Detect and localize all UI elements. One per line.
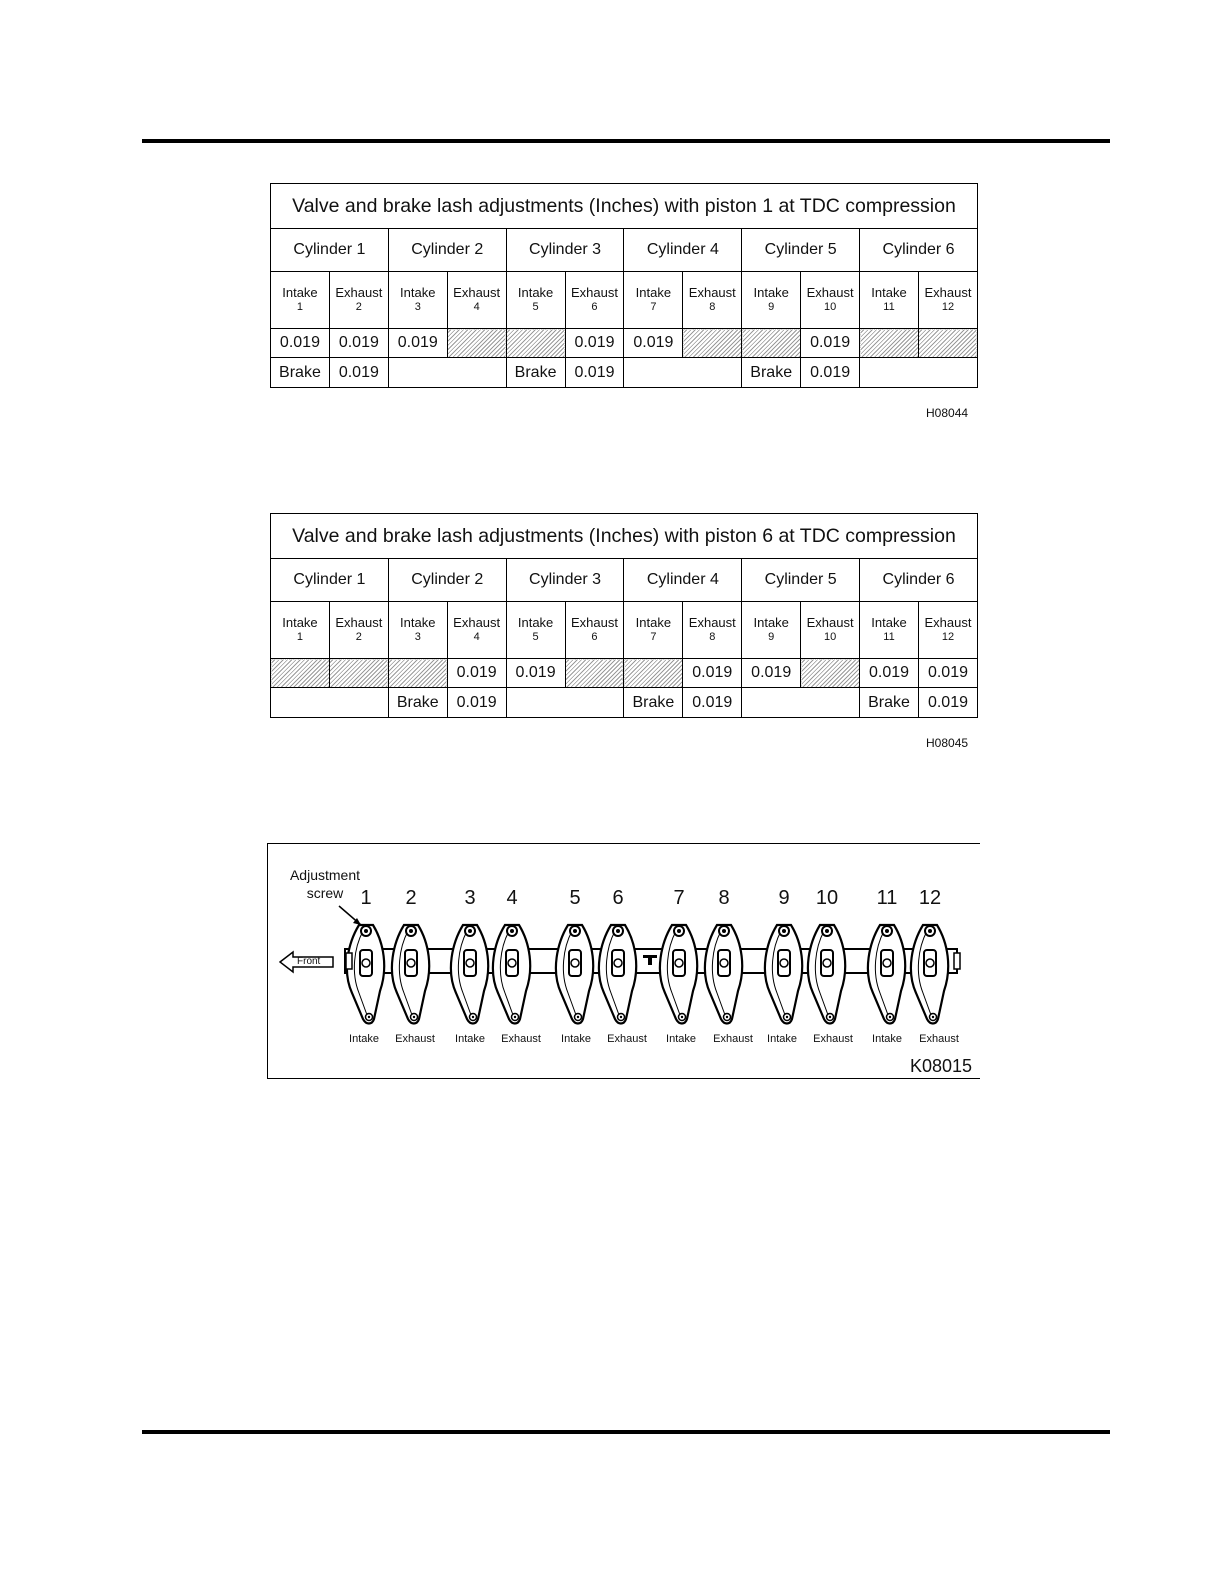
cylinder-header: Cylinder 6 (860, 229, 978, 272)
valve-header: Intake 11 (860, 272, 919, 329)
valve-row (271, 602, 978, 659)
lash-value-cell: 0.019 (742, 659, 801, 688)
valve-header: Intake 3 (388, 602, 447, 659)
valve-type-label: Exhaust (607, 1033, 647, 1045)
figure-id: H08044 (926, 406, 969, 420)
lash-table-piston-6 (270, 513, 978, 718)
valve-header: Exhaust 6 (565, 602, 624, 659)
table-title: Valve and brake lash adjustments (Inches) with piston 1 at TDC compression (271, 184, 978, 229)
valve-number: 5 (569, 887, 581, 909)
valve-header: Intake 3 (388, 272, 447, 329)
valve-number: 11 (876, 887, 898, 909)
valve-type-label: Exhaust (813, 1033, 853, 1045)
brake-row (271, 688, 978, 718)
lash-value-cell: 0.019 (860, 659, 919, 688)
cylinder-header: Cylinder 5 (742, 229, 860, 272)
valve-number: 4 (506, 887, 518, 909)
hatched-cell (683, 329, 742, 358)
valve-type-label: Exhaust (713, 1033, 753, 1045)
valve-type-label: Exhaust (919, 1033, 959, 1045)
valve-header: Exhaust 10 (801, 272, 860, 329)
valve-type-label: Intake (767, 1033, 797, 1045)
rocker-arm (556, 925, 593, 1024)
cylinder-header: Cylinder 6 (860, 559, 978, 602)
valve-type-label: Exhaust (501, 1033, 541, 1045)
table-title: Valve and brake lash adjustments (Inches) with piston 6 at TDC compression (271, 514, 978, 559)
shaft-end-cap (954, 953, 960, 969)
cylinder-header: Cylinder 2 (388, 559, 506, 602)
valve-header: Intake 5 (506, 602, 565, 659)
lash-value-cell: 0.019 (624, 329, 683, 358)
valve-header: Exhaust 8 (683, 272, 742, 329)
rocker-arm (868, 925, 905, 1024)
rocker-arm (911, 925, 948, 1024)
cylinder-header: Cylinder 4 (624, 229, 742, 272)
cylinder-header: Cylinder 1 (271, 559, 389, 602)
bottom-rule (142, 1430, 1110, 1434)
hatched-cell (447, 329, 506, 358)
hatched-cell (801, 659, 860, 688)
valve-number: 9 (778, 887, 790, 909)
valve-header: Exhaust 4 (447, 272, 506, 329)
valve-number: 2 (405, 887, 417, 909)
brake-value-cell: 0.019 (329, 358, 388, 388)
lash-value-cell: 0.019 (683, 659, 742, 688)
rocker-arm (493, 925, 530, 1024)
cylinder-header: Cylinder 1 (271, 229, 389, 272)
shaft-end-cap (346, 953, 352, 969)
hatched-cell (565, 659, 624, 688)
brake-value-cell: 0.019 (801, 358, 860, 388)
valve-header: Intake 1 (271, 272, 330, 329)
brake-empty-cell (742, 688, 860, 718)
cylinder-header: Cylinder 5 (742, 559, 860, 602)
valve-type-label: Intake (872, 1033, 902, 1045)
lash-table-piston-1 (270, 183, 978, 388)
valve-header: Exhaust 2 (329, 602, 388, 659)
valve-header: Exhaust 12 (918, 602, 977, 659)
lash-value-cell: 0.019 (447, 659, 506, 688)
brake-empty-cell (388, 358, 506, 388)
valve-header: Intake 7 (624, 602, 683, 659)
valve-header: Intake 5 (506, 272, 565, 329)
valve-header: Intake 9 (742, 272, 801, 329)
valve-number: 7 (673, 887, 685, 909)
rocker-arm (392, 925, 429, 1024)
rocker-arm (765, 925, 802, 1024)
hatched-cell (329, 659, 388, 688)
valve-number: 3 (464, 887, 476, 909)
valve-type-label: Intake (561, 1033, 591, 1045)
figure-id: K08015 (910, 1056, 973, 1076)
cylinder-header: Cylinder 2 (388, 229, 506, 272)
brake-value-cell: 0.019 (565, 358, 624, 388)
valve-header: Exhaust 12 (918, 272, 977, 329)
brake-label-cell: Brake (506, 358, 565, 388)
lash-value-cell: 0.019 (918, 659, 977, 688)
valve-header: Intake 9 (742, 602, 801, 659)
valve-number: 6 (612, 887, 624, 909)
front-label: Front (297, 956, 321, 967)
valve-header: Exhaust 2 (329, 272, 388, 329)
brake-empty-cell (271, 688, 389, 718)
rocker-arm (347, 925, 384, 1024)
lash-value-cell: 0.019 (801, 329, 860, 358)
valve-type-label: Exhaust (395, 1033, 435, 1045)
lash-value-row (271, 329, 978, 358)
rocker-arm-figure (267, 843, 980, 1079)
valve-header: Intake 1 (271, 602, 330, 659)
rocker-arm (808, 925, 845, 1024)
valve-number: 10 (815, 887, 839, 909)
lash-value-cell: 0.019 (388, 329, 447, 358)
hatched-cell (918, 329, 977, 358)
rocker-arm (599, 925, 636, 1024)
adjustment-screw-callout: Adjustment screw (289, 867, 361, 901)
brake-label-cell: Brake (742, 358, 801, 388)
valve-type-label: Intake (455, 1033, 485, 1045)
hatched-cell (271, 659, 330, 688)
cylinder-header: Cylinder 3 (506, 229, 624, 272)
hatched-cell (742, 329, 801, 358)
brake-empty-cell (860, 358, 978, 388)
valve-type-label: Intake (349, 1033, 379, 1045)
lash-value-cell: 0.019 (329, 329, 388, 358)
figure-id: H08045 (926, 736, 969, 750)
brake-value-cell: 0.019 (918, 688, 977, 718)
valve-header: Exhaust 6 (565, 272, 624, 329)
valve-row (271, 272, 978, 329)
valve-header: Exhaust 4 (447, 602, 506, 659)
cylinder-row (271, 229, 978, 272)
valve-number: 12 (918, 887, 942, 909)
rocker-arm (705, 925, 742, 1024)
cylinder-header: Cylinder 4 (624, 559, 742, 602)
brake-value-cell: 0.019 (447, 688, 506, 718)
lash-value-cell: 0.019 (506, 659, 565, 688)
valve-number: 1 (360, 887, 372, 909)
lash-value-cell: 0.019 (565, 329, 624, 358)
hatched-cell (506, 329, 565, 358)
hatched-cell (388, 659, 447, 688)
brake-empty-cell (624, 358, 742, 388)
rocker-arm (660, 925, 697, 1024)
valve-header: Intake 7 (624, 272, 683, 329)
hatched-cell (860, 329, 919, 358)
hatched-cell (624, 659, 683, 688)
valve-header: Intake 11 (860, 602, 919, 659)
rocker-arm (451, 925, 488, 1024)
top-rule (142, 139, 1110, 143)
valve-number: 8 (718, 887, 730, 909)
lash-value-row (271, 659, 978, 688)
brake-value-cell: 0.019 (683, 688, 742, 718)
brake-label-cell: Brake (271, 358, 330, 388)
valve-header: Exhaust 10 (801, 602, 860, 659)
brake-label-cell: Brake (860, 688, 919, 718)
cylinder-row (271, 559, 978, 602)
valve-header: Exhaust 8 (683, 602, 742, 659)
lash-value-cell: 0.019 (271, 329, 330, 358)
brake-row (271, 358, 978, 388)
cylinder-header: Cylinder 3 (506, 559, 624, 602)
brake-label-cell: Brake (388, 688, 447, 718)
valve-type-label: Intake (666, 1033, 696, 1045)
brake-label-cell: Brake (624, 688, 683, 718)
brake-empty-cell (506, 688, 624, 718)
